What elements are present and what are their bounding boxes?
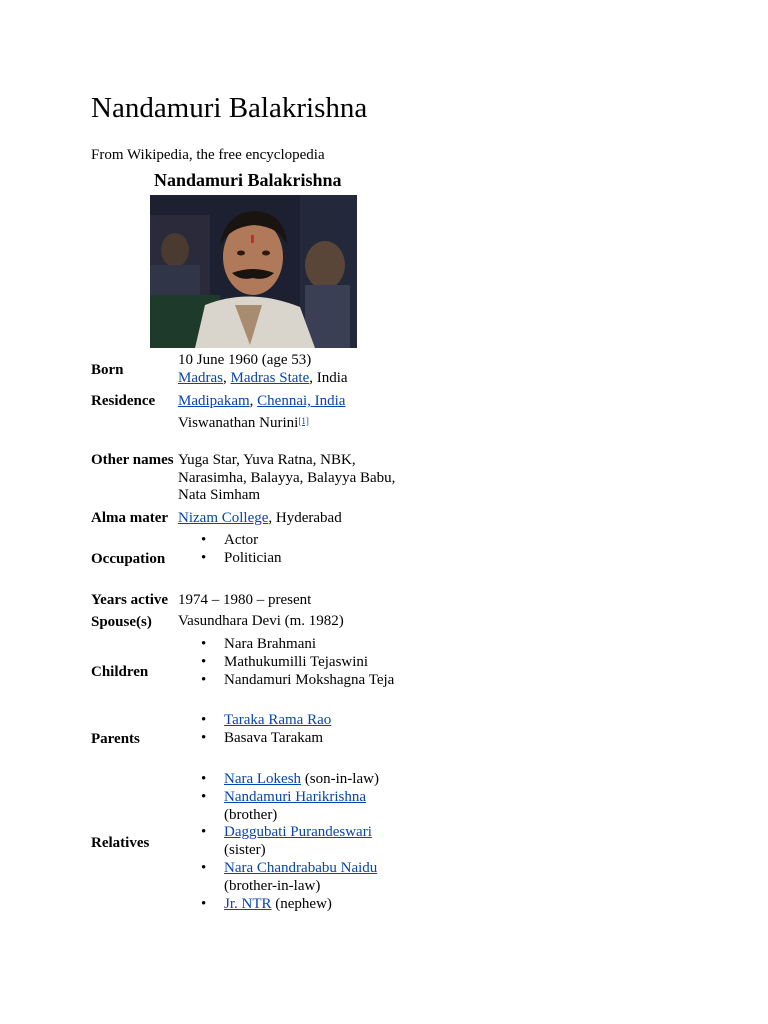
- link-madras[interactable]: Madras: [178, 369, 223, 386]
- other-names-line: Yuga Star, Yuva Ratna, NBK,: [178, 452, 356, 468]
- label-born: Born: [91, 362, 124, 378]
- list-item: • Nara Lokesh (son-in-law): [201, 771, 379, 789]
- link-madras-state[interactable]: Madras State: [230, 369, 310, 386]
- infobox-caption: Nandamuri Balakrishna: [154, 170, 342, 190]
- list-item: • Daggubati Purandeswari (sister): [201, 824, 379, 860]
- relatives-list: [201, 771, 379, 913]
- list-item: • Nara Brahmani: [201, 636, 394, 654]
- label-alma-mater: Alma mater: [91, 510, 169, 526]
- parents-list: [201, 712, 331, 748]
- label-relatives: Relatives: [91, 835, 150, 851]
- list-item: • Jr. NTR (nephew): [201, 896, 379, 914]
- portrait-photo: [150, 195, 357, 348]
- residence-address: Viswanathan Nurini[1]: [178, 414, 309, 431]
- link-taraka-rama-rao[interactable]: Taraka Rama Rao: [224, 712, 332, 728]
- value-residence: [178, 393, 345, 432]
- link-jr-ntr[interactable]: Jr. NTR: [224, 895, 272, 912]
- list-item: • Politician: [201, 550, 282, 568]
- value-born: [178, 352, 348, 387]
- list-item: • Mathukumilli Tejaswini: [201, 654, 394, 672]
- tagline: From Wikipedia, the free encyclopedia: [91, 147, 325, 163]
- label-spouse: Spouse(s): [91, 614, 152, 630]
- link-chennai[interactable]: Chennai, India: [257, 393, 346, 409]
- occupation-list: [201, 532, 282, 568]
- other-names-line: Narasimha, Balayya, Balayya Babu,: [178, 469, 396, 486]
- value-other-names: [178, 452, 395, 505]
- list-item: • Basava Tarakam: [201, 730, 331, 748]
- portrait-image: [150, 195, 357, 348]
- label-years-active: Years active: [91, 592, 169, 608]
- link-daggubati-purandeswari[interactable]: Daggubati Purandeswari: [224, 824, 372, 841]
- value-spouse: Vasundhara Devi (m. 1982): [178, 613, 344, 629]
- reference-link[interactable]: [1]: [298, 415, 309, 426]
- list-item: [201, 712, 331, 730]
- link-nara-chandrababu-naidu[interactable]: Nara Chandrababu Naidu: [224, 859, 378, 876]
- page-title: Nandamuri Balakrishna: [91, 92, 368, 124]
- value-alma-mater: Nizam College, Hyderabad: [178, 510, 342, 526]
- link-madipakam[interactable]: Madipakam: [178, 393, 250, 409]
- label-children: Children: [91, 664, 149, 680]
- label-parents: Parents: [91, 731, 140, 747]
- value-years-active: 1974 – 1980 – present: [178, 592, 312, 608]
- label-occupation: Occupation: [91, 551, 166, 567]
- label-other-names: Other names: [91, 452, 174, 468]
- other-names-line: Nata Simham: [178, 487, 261, 503]
- link-nandamuri-harikrishna[interactable]: Nandamuri Harikrishna: [224, 788, 367, 805]
- list-item: • Nandamuri Harikrishna (brother): [201, 789, 379, 825]
- born-place: Madras, Madras State, India: [178, 369, 348, 386]
- children-list: [201, 636, 394, 689]
- residence-place: Madipakam, Chennai, India: [178, 393, 346, 409]
- born-date: 10 June 1960 (age 53): [178, 352, 312, 368]
- list-item: • Actor: [201, 532, 282, 550]
- link-nizam-college[interactable]: Nizam College: [178, 510, 269, 526]
- label-residence: Residence: [91, 393, 156, 409]
- list-item: • Nara Chandrababu Naidu (brother-in-law): [201, 860, 379, 896]
- list-item: • Nandamuri Mokshagna Teja: [201, 672, 394, 690]
- link-nara-lokesh[interactable]: Nara Lokesh: [224, 771, 302, 787]
